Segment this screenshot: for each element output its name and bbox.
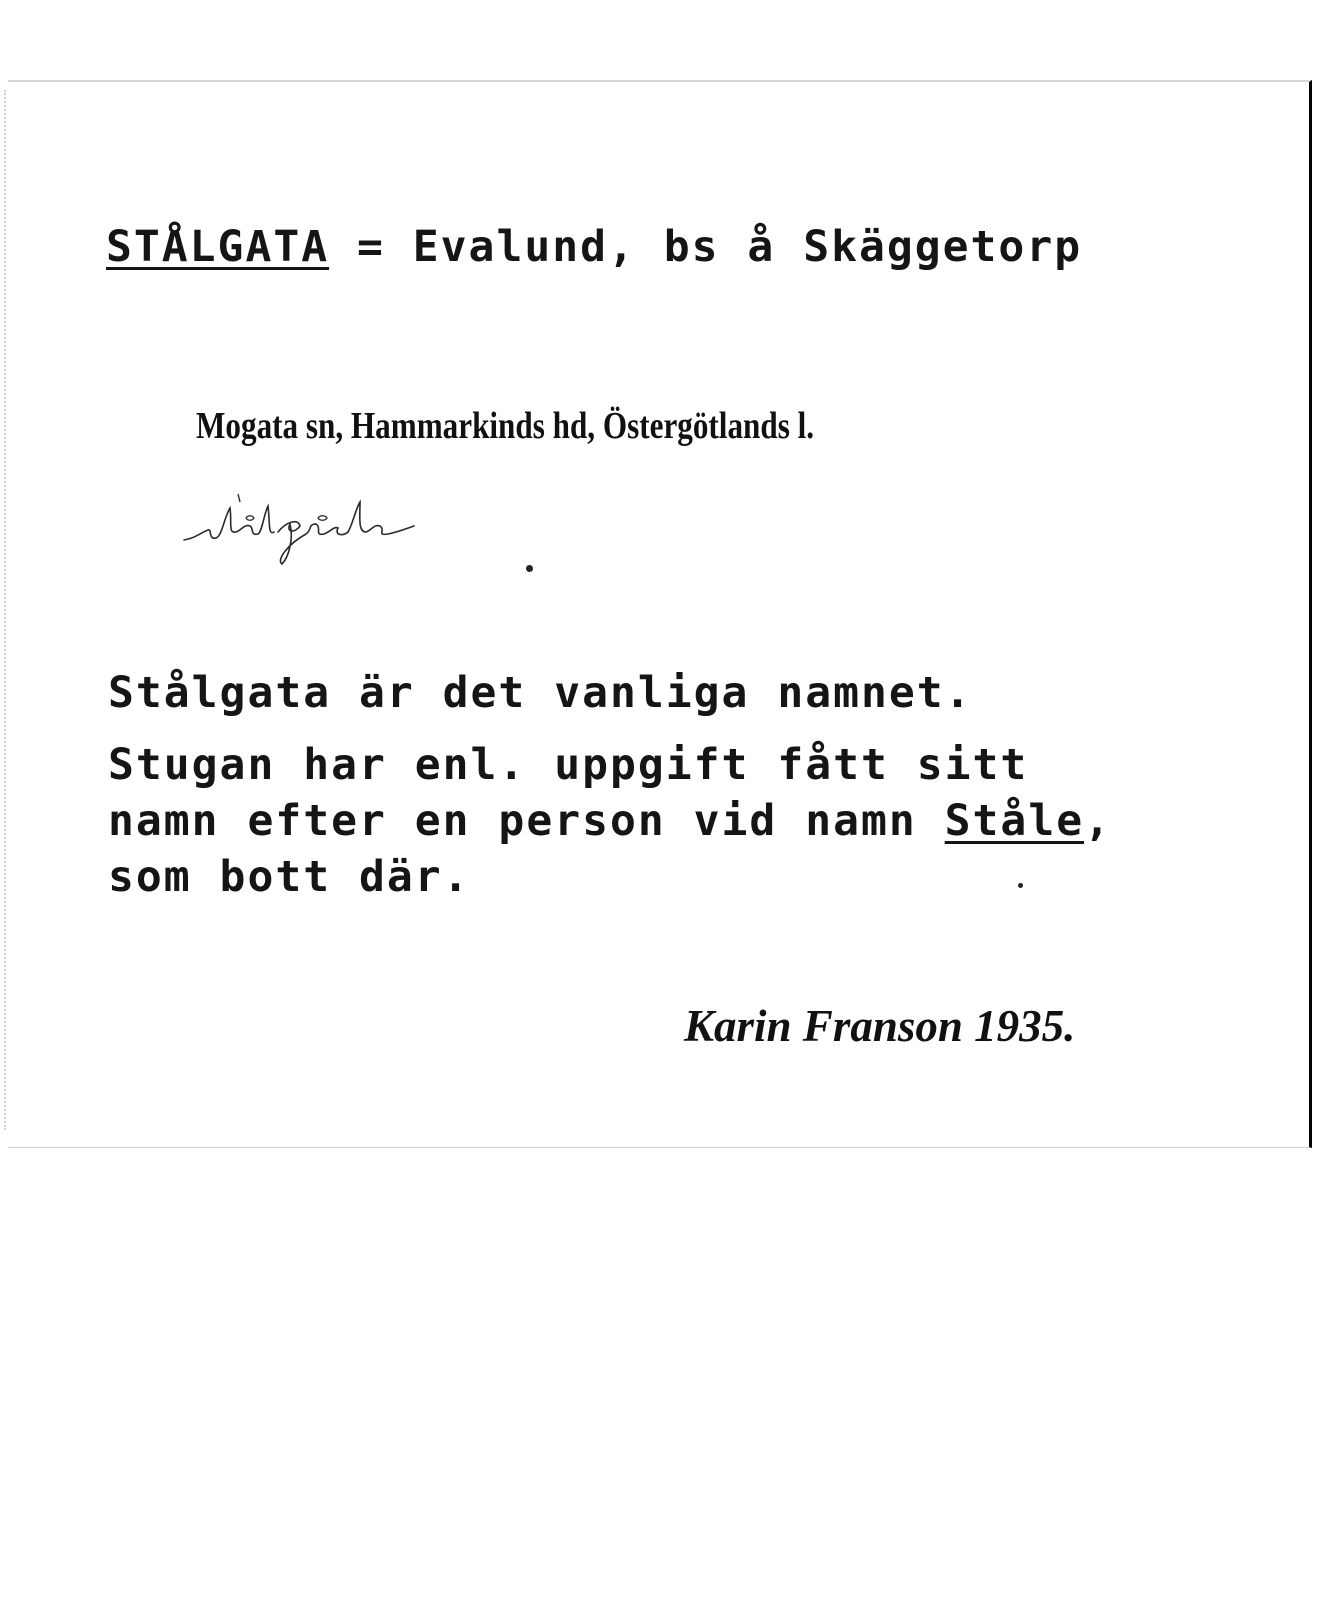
author-signature: Karin Franson 1935. xyxy=(684,1001,1076,1051)
note-line-4: som bott där. xyxy=(108,852,471,902)
location-line: Mogata sn, Hammarkinds hd, Östergötlands l. xyxy=(196,405,815,447)
headline xyxy=(106,222,1082,272)
note-line-2: Stugan har enl. uppgift fått sitt xyxy=(108,740,1029,790)
person-name: Ståle xyxy=(944,796,1085,846)
note-line-3-comma: , xyxy=(1084,796,1112,846)
ink-speck xyxy=(526,565,533,572)
headline-rest: = Evalund, bs å Skäggetorp xyxy=(329,222,1083,272)
note-line-3-text: namn efter en person vid namn xyxy=(108,796,945,846)
note-line-1: Stålgata är det vanliga namnet. xyxy=(108,668,973,718)
ink-speck xyxy=(1018,883,1023,888)
headword: STÅLGATA xyxy=(106,222,330,272)
note-line-3 xyxy=(108,796,1112,846)
handwritten-form xyxy=(178,488,428,568)
